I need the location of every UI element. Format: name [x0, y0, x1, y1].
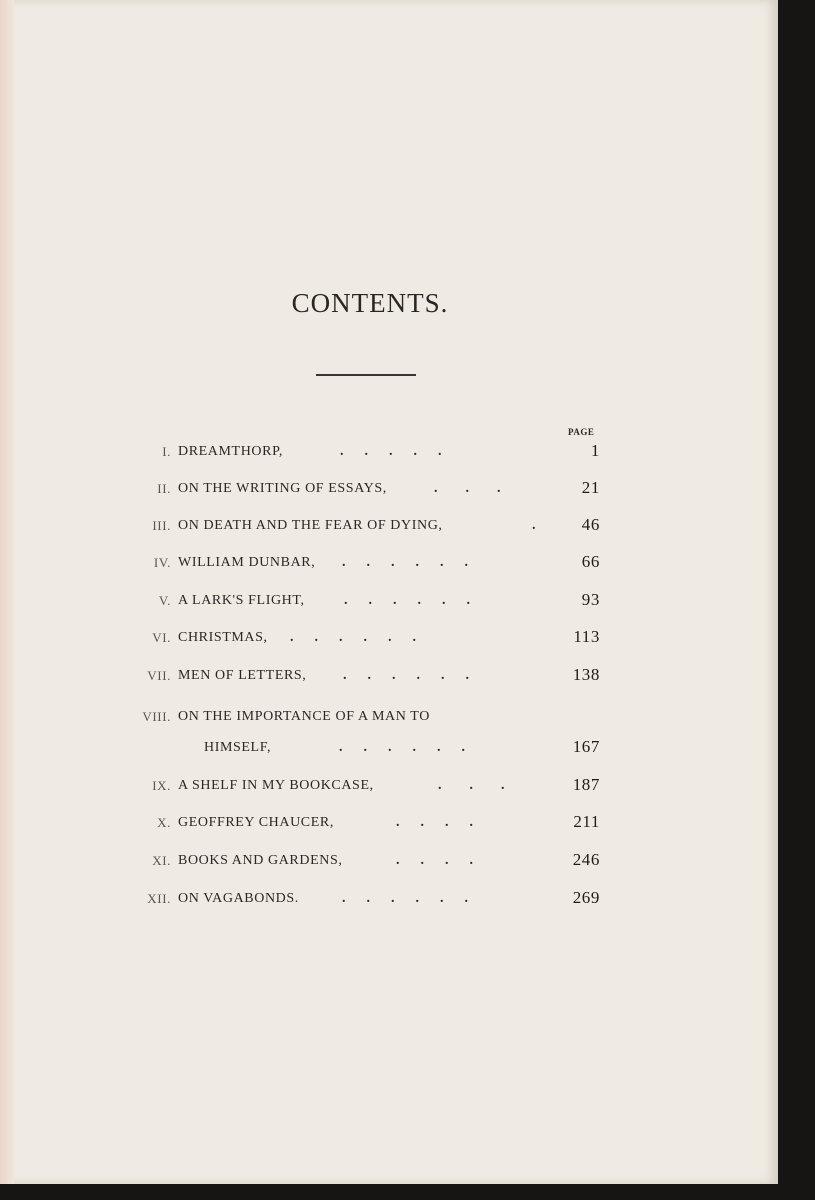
chapter-numeral: XII.: [147, 891, 171, 906]
chapter-title: ON THE WRITING OF ESSAYS,: [178, 481, 387, 496]
chapter-title: ON VAGABONDS.: [178, 891, 299, 906]
toc-entry: [0, 737, 778, 764]
chapter-numeral: I.: [162, 444, 171, 459]
leader-dots: . . .: [434, 481, 501, 496]
chapter-numeral: V.: [158, 593, 171, 608]
page-number: 138: [572, 665, 600, 684]
chapter-numeral: X.: [157, 815, 171, 830]
page-number: 187: [572, 775, 600, 794]
chapter-numeral: IV.: [153, 555, 171, 570]
leader-dots: . . . . . .: [290, 630, 416, 645]
chapter-title: BOOKS AND GARDENS,: [178, 853, 343, 868]
chapter-numeral: XI.: [152, 853, 171, 868]
toc-entry: [0, 552, 778, 579]
page-number: 21: [581, 478, 600, 497]
leader-dots: . . . . . .: [343, 668, 469, 683]
leader-dots: . . . . . .: [344, 593, 470, 608]
toc-entry: [0, 515, 778, 542]
page-number: 113: [573, 627, 600, 646]
chapter-title: A LARK'S FLIGHT,: [178, 593, 305, 608]
page-number: 269: [572, 888, 600, 907]
toc-entry: [0, 850, 778, 877]
page-column-label: PAGE: [568, 427, 595, 437]
toc-entry: [0, 627, 778, 654]
leader-dots: . . . . .: [340, 444, 442, 459]
toc-entry: [0, 775, 778, 802]
page-number: 66: [581, 552, 600, 571]
toc-entry: [0, 812, 778, 839]
page-edge: [0, 0, 14, 1184]
toc-entry: [0, 709, 778, 733]
toc-entry: [0, 590, 778, 617]
chapter-numeral: III.: [152, 518, 171, 533]
leader-dots: . . . . . .: [342, 891, 468, 906]
chapter-title: MEN OF LETTERS,: [178, 668, 307, 683]
page-number: 46: [581, 515, 600, 534]
toc-entry: [0, 478, 778, 505]
leader-dots: . . . .: [396, 815, 473, 830]
chapter-title: CHRISTMAS,: [178, 630, 268, 645]
leader-dots: . . .: [438, 778, 505, 793]
chapter-numeral: VI.: [152, 630, 171, 645]
page-number: 246: [572, 850, 600, 869]
page-number: 93: [581, 590, 600, 609]
leader-dots: . . . . . .: [342, 555, 468, 570]
chapter-title: A SHELF IN MY BOOKCASE,: [178, 778, 374, 793]
leader-dots: . . . . . .: [339, 740, 465, 755]
chapter-title: GEOFFREY CHAUCER,: [178, 815, 334, 830]
chapter-title: WILLIAM DUNBAR,: [178, 555, 316, 570]
toc-entry: [0, 441, 778, 468]
chapter-title: ON DEATH AND THE FEAR OF DYING,: [178, 518, 443, 533]
toc-entry: [0, 888, 778, 915]
page-number: 1: [590, 441, 600, 460]
chapter-numeral: IX.: [152, 778, 171, 793]
chapter-numeral: VIII.: [142, 709, 171, 724]
chapter-title: DREAMTHORP,: [178, 444, 284, 459]
leader-dots: . . . .: [396, 853, 473, 868]
page-number: 211: [573, 812, 600, 831]
chapter-title: ON THE IMPORTANCE OF A MAN TO: [178, 709, 430, 724]
title-rule: [316, 374, 416, 376]
toc-entry: [0, 665, 778, 692]
chapter-title: HIMSELF,: [204, 740, 272, 755]
chapter-numeral: VII.: [147, 668, 171, 683]
leader-dots: .: [532, 518, 536, 533]
page-number: 167: [572, 737, 600, 756]
chapter-numeral: II.: [157, 481, 171, 496]
page-title: CONTENTS.: [291, 288, 449, 318]
